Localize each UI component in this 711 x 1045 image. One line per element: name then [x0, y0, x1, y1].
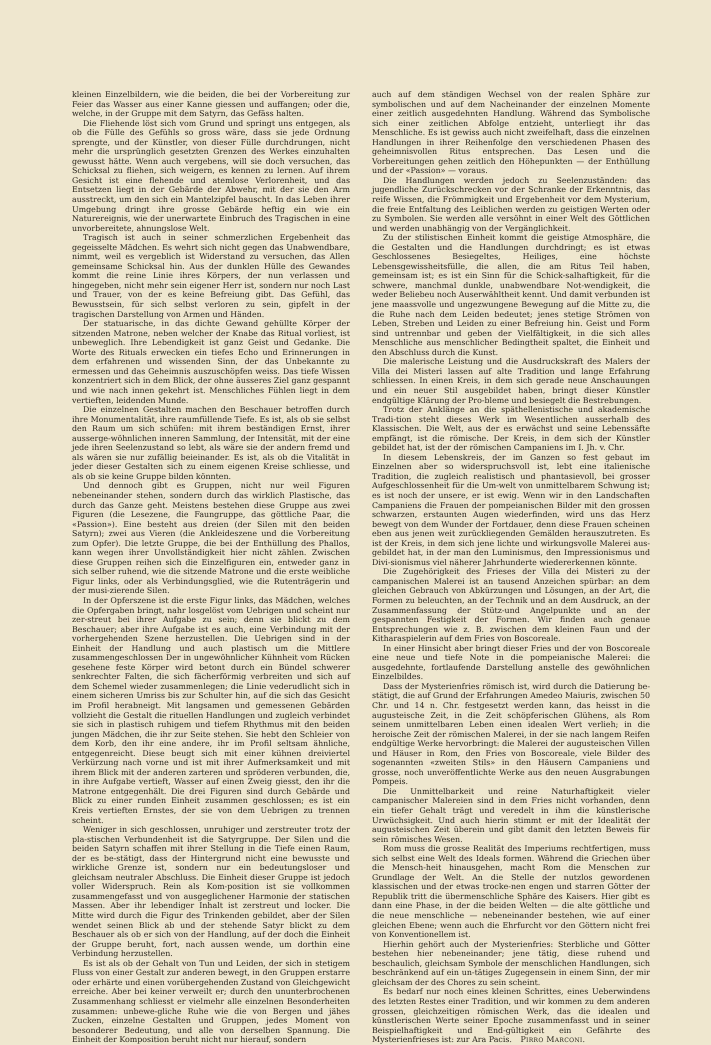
paragraph: Die Unmittelbarkeit und reine Naturhaftigkeit vieler campanischer Malereien sind in dem Fries nicht vorhanden, denn ein tiefer Gehalt trägt und veredelt in ihm die künstlerische Urwüchsigkeit. Und auch hierin stimmt er mit der Idealität der augusteischen Zeit überein und gibt damit den letzten Beweis für sein römisches Wesen.: [372, 786, 650, 844]
paragraph: In diesem Lebenskreis, der im Ganzen so fest gebaut im Einzelnen aber so widerspruchsvoll ist, lebt eine italienische Tradition, die zugleich realistisch und phantasievoll, bei grosser Aufgeschlossenheit für die Um-welt von unmittelbarem Schwung ist; es ist noch der unsere, er ist ewig. Wenn wir in den Landschaften Campaniens die Frauen der pompeianischen Bilder mit den grossen schwarzen, erstaunten Augen wiederfinden, wird uns das Herz bewegt von dem Wunder der Fortdauer, denn diese Frauen scheinen eben aus jenen weit zurückliegenden Gemälden herauszutreten. Es ist der Kreis, in dem sich jene lichte und wirkungsvolle Malerei aus-gebildet hat, in der man den Luminismus, den Impressionismus und Divi-sionismus viel näherer Jahrhunderte wiedererkennen könnte.: [372, 452, 650, 567]
paragraph: Es ist als ob der Gehalt von Tun und Leiden, der sich in stetigem Fluss von einer Gestalt zur anderen bewegt, in den Gruppen erstarre oder erhärte und einen vorübergehenden Zustand von Gleichgewicht erreiche. Aber bei keiner verweilt er; durch den ununterbrochenen Zusammenhang schliesst er vielmehr alle einzelnen Besonderheiten zusammen: unbewe-gliche Ruhe wie die von Bergen und jähes Zucken, einzelne Gestalten und Gruppen, jedes Moment von besonderer Bedeutung, und alle von derselben Spannung. Die Einheit der Komposition beruht nicht nur hierauf, sondern: [72, 958, 350, 1045]
paragraph: auch auf dem ständigen Wechsel von der realen Sphäre zur symbolischen und auf dem Nacheinander der einzelnen Momente einer zeitlich ausgedehnten Handlung. Während das Symbolische sich einer zeitlichen Abfolge entzieht, unterliegt ihr das Menschliche. Es ist gewiss auch nicht zweifelhaft, dass die einzelnen Handlungen in ihrer Reihenfolge den verschiedenen Phasen des geheimnisvollen Ritus entsprechen. Das Lesen und die Vorbereitungen gehen zeitlich den Höhepunkten — der Enthüllung und der «Passion» — voraus.: [372, 90, 650, 176]
paragraph-text: Es bedarf nur noch eines kleinen Schrittes, eines Ueberwindens des letzten Restes einer Tradition, und wir kommen zu dem anderen grossen, gleichzeitigen römischen Werk, das die idealen und künstlerischen Werte seiner Epoche zusammenfasst und in seiner Beispielhaftigkeit und End-gültigkeit ein Gefährte des Mysterienfrieses ist: zur Ara Pacis.: [372, 987, 650, 1045]
paragraph: Die malerische Leistung und die Ausdruckskraft des Malers der Villa dei Misteri lassen auf alte Tradition und lange Erfahrung schliessen. In einen Kreis, in dem sich gerade neue Anschauungen und ein neuer Stil ausgebildet haben, bringt dieser Künstler endgültige Klärung der Pro-bleme und besiegelt die Bestrebungen.: [372, 357, 650, 405]
paragraph: Und dennoch gibt es Gruppen, nicht nur weil Figuren nebeneinander stehen, sondern durch das wirklich Plastische, das durch das Ganze geht. Meistens bestehen diese Gruppe aus zwei Figuren (die Lesezene, die Faungruppe, das göttliche Paar, die «Passion»). Eine besteht aus dreien (der Silen mit den beiden Satyrn); zwei aus Vieren (die Ankleideszene und die Vorbereitung zum Opfer). Die letzte Gruppe, die bei der Enthüllung des Phallos, kann wegen ihrer Unvollständigkeit hier nicht zählen. Zwischen diese Gruppen reihen sich die Einzelfiguren ein, entweder ganz in sich selber ruhend, wie die sitzende Matrone und die erste weibliche Figur links, oder als Verbindungsglied, wie die Rutenträgerin und der musi-zierende Silen.: [72, 481, 350, 596]
paragraph: In der Opferszene ist die erste Figur links, das Mädchen, welches die Opfergaben bringt, nahr losgelöst vom Uebrigen und scheint nur zer-streut bei ihrer Aufgabe zu sein; denn sie blickt zu dem Beschauer; aber ihre Aufgabe ist es auch, eine Verbindung mit der vorhergehenden Szene herzustellen. Die Uebrigen sind in der Einheit der Handlung und auch plastisch um die Mittlere zusammengeschlossen Der in ungewöhnlicher Kühnheit vom Rücken gesehene feste Körper wird betont durch ein Bündel schwerer senkrechter Falten, die sich fächerförmig verbreiten und sich auf dem Schemel wieder zusammenlegen; die Linie vederudlicht sich in einem sicheren Umriss bis zur Schulter hin, auf die sich das Gesicht im Profil herabneigt. Mit langsamen und gemessenen Gebärden vollzieht die Gestalt die rituellen Handlungen und zugleich verbindet sie sich in plastisch ruhigem und tiefem Rhythmus mit den beiden jungen Mädchen, die ihr zur Seite stehen. Sie hebt den Schleier von dem Korb, den ihr eine andere, ihr im Profil seltsam ähnliche, entgegenreicht. Diese beugt sich mit einer kühnen dreiviertel Verkürzung nach vorne und ist mit ihrer Aufmerksamkeit und mit ihrem Blick mit der anderen zarteren und spröderen verbunden, die, in ihre Aufgabe vertieft, Wasser auf einen Zweig giesst, den ihr die Matrone entgegenhält. Die drei Figuren sind durch Gebärde und Blick zu einer runden Einheit zusammen geschlossen; es ist ein Kreis vertieften Ernstes, der sie von dem Uebrigen zu trennen scheint.: [72, 595, 350, 825]
paragraph: Zu der stilistischen Einheit kommt die geistige Atmosphäre, die die Gestalten und die Handlungen durchdringt; es ist etwas Geschlossenes Besiegeltes, Heiliges, eine höchste Lebensgewissheitsfülle, die allen, die am Ritus Teil haben, gemeinsam ist; es ist ein Sinn für die Schick-salhaftigkeit, für die schwere, manchmal dunkle, unabwendbare Not-wendigkeit, die weder Beliebeu noch Auserwähltheit kennt. Und damit verbunden ist jene maassvolle und ungezwungene Bewegung auf die Mitte zu, die die Ruhe nach dem Leiden bedeutet; jenes stetige Strömen von Leben, Streben und Leiden zu einer Befreiung hin. Geist und Form sind untrennbar und geben der Vielfältigkeit, in die sich alles Menschliche aus menschlicher Bedingtheit spaltet, die Einheit und den Abschluss durch die Kunst.: [372, 233, 650, 357]
author-signature: Pirro Marconi.: [520, 1035, 586, 1045]
paragraph: Die Zugehörigkeit des Frieses der Villa dei Misteri zu der campanischen Malerei ist an tausend Anzeichen spürbar: an dem gleichen Gebrauch von Abkürzungen und Lösungen, an der Art, die Formen zu beleuchten, an der Technik und an dem Ausdruck, an der Zusammenfassung der Stütz-und Angelpunkte und an der gespannten Festigkeit der Formen. Wir finden auch genaue Entsprechungen wie z. B. zwischen dem kleinen Faun und der Kitharaspielerin auf dem Fries von Boscoreale.: [372, 567, 650, 644]
paragraph: kleinen Einzelbildern, wie die beiden, die bei der Vorbereitung zur Feier das Wasser aus einer Kanne giessen und auffangen; oder die, welche, in der Gruppe mit dem Satyrn, das Gefäss halten.: [72, 90, 350, 119]
paragraph: Dass der Mysterienfries römisch ist, wird durch die Datierung be-stätigt, die auf Grund der Erfahrungen Amedeo Maiuris, zwischen 50 Chr. und 14 n. Chr. festgesetzt werden kann, das heisst in die augusteische Zeit, in die Zeit schöpferischen Glühens, als Rom seinem unmittelbaren Leben einen idealen Wert verlieh; in die heroische Zeit der römischen Malerei, in der sie nach langem Reifen endgültige Werke hervorbringt: die Malerei der augusteischen Villen und Häuser in Rom, den Fries von Boscoreale, viele Bilder des sogenannten «zweiten Stils» in den Häusern Campaniens und grosse, noch unveröffentlichte Werke aus den neuen Ausgrabungen Pompeis.: [372, 681, 650, 787]
paragraph: Rom muss die grosse Realität des Imperiums rechtfertigen, muss sich selbst eine Welt des Ideals formen. Während die Griechen über die Mensch-heit hinausgehen, macht Rom die Menschen zur Grundlage der Welt. An die Stelle der nutzlos gewordenen klassischen und der etwas trocke-nen engen und starren Götter der Republik tritt die übermenschliche Sphäre des Kaisers. Hier gibt es dann eine Phase, in der die beiden Welten — die alte göttliche und die neue menschliche — nebeneinander bestehen, wie auf einer gleichen Ebene; wenn auch die Ehrfurcht vor den Göttern nicht frei von Konventionellem ist.: [372, 844, 650, 940]
paragraph: Die einzelnen Gestalten machen den Beschauer betroffen durch ihre Monumentalität, ihre raumfüllende Tiefe. Es ist, als ob sie selbst den Raum um sich schüfen: mit ihrem beständigen Ernst, ihrer ausserge-wöhnlichen inneren Sammlung, der Intensität, mit der eine jede ihren Seelenzustand so lebt, als wäre sie der andern fremd und als wären sie nur zufällig beieinander. Es ist, als ob die Vitalität in jeder dieser Gestalten sich zu einem eigenen Kreise schliesse, und als ob sie keine Gruppe bilden könnten.: [72, 405, 350, 481]
last-paragraph: [372, 987, 650, 1044]
paragraph: Der statuarische, in das dichte Gewand gehüllte Körper der sitzenden Matrone, neben welcher der Knabe das Ritual vorliest, ist unbeweglich. Ihre Lebendigkeit ist ganz Geist und Gedanke. Die Worte des Rituals erwecken ein tiefes Echo und Erinnerungen in dem erfahrenen und wissenden Sinn, der das Unbekannte zu ermessen und das Geheimnis auszuschöpfen weiss. Das tiefe Wissen konzentriert sich in dem Blick, der ohne äusseres Ziel ganz gespannt und wie nach innen gekehrt ist. Menschliches Fühlen liegt in dem vertieften, leidenden Munde.: [72, 319, 350, 405]
left-column: [72, 90, 350, 1045]
paragraph: Die Handlungen werden jedoch zu Seelenzuständen: das jugendliche Zurückschrecken vor der Schranke der Erkenntnis, das reife Wissen, die Frömmigkeit und Ergebenheit vor dem Mysterium, die freie Entfaltung des Leiblichen werden zu geistigen Werten oder zu Symbolen. Sie werden alle versöhnt in einer Welt des Göttlichen und werden unabhängig von der Vergänglichkeit.: [372, 175, 650, 233]
paragraph: Hierhin gehört auch der Mysterienfries: Sterbliche und Götter bestehen hier nebeneinander; jene tätig, diese ruhend und beschaulich, gleichsam Symbole der menschlichen Handlungen, sich beschränkend auf ein un-tätiges Zugegensein in einem Sinn, der mir gleichsam der des Chores zu sein scheint.: [372, 939, 650, 987]
paragraph: Die Fliehende löst sich vom Grund und springt uns entgegen, als ob die Fülle des Gefühls so gross wäre, dass sie jede Ordnung sprengte, und der Künstler, von dieser Fülle durchdrungen, nicht mehr die ursprünglich gesetzten Grenzen des Werkes einzuhalten gewusst hätte. Wenn auch vergebens, will sie doch versuchen, das Schicksal zu fliehen, sich weigern, es kennen zu lernen. Auf ihrem Gesicht ist eine flehende und atemlose Verlorenheit, und das Entsetzen liegt in der Gebärde der Abwehr, mit der sie den Arm ausstreckt, um den sich ein Mantelzipfel bauscht. In das Leben ihrer Umgebung dringt ihre grosse Gebärde heftig ein wie ein Naturereignis, wie der unerwartete Einbruch des Tragischen in eine unvorbereitete, ahnungslose Welt.: [72, 118, 350, 233]
right-column: [372, 90, 650, 1045]
paragraph: In einer Hinsicht aber bringt dieser Fries und der von Boscoreale eine neue und tiefe Note in die pompeianische Malerei: die ausgedehnte, fortlaufende Darstellung anstelle des gewöhnlichen Einzelbildes.: [372, 643, 650, 682]
paragraph: Weniger in sich geschlossen, unruhiger und zerstreuter trotz der pla-stischen Verbundenheit ist die Satyrgruppe. Der Silen und die beiden Satyrn schaffen mit ihrer Stellung in die Tiefe einen Raum, der es be-stätigt, dass der Hintergrund nicht eine bewusste und wirkliche Grenze ist, sondern nur ein bedeutungsloser und gleichsam neutraler Abschluss. Die Einheit dieser Gruppe ist jedoch voller Widerspruch. Rein als Kom-position ist sie vollkommen zusammengefasst und von ausgeglichener Harmonie der statischen Massen. Aber ihr lebendiger Inhalt ist zerstreut und locker. Die Mitte wird durch die Figur des Trinkenden gebildet, aber der Silen wendet seinen Blick ab und der stehende Satyr blickt zu dem Beschauer als ob er sich von der Handlung, auf der doch die Einheit der Gruppe beruht, fort, nach aussen wende, um dorthin eine Verbindung herzustellen.: [72, 825, 350, 959]
paragraph: Trotz der Anklänge an die späthellenistische und akademische Tradi-tion steht dieses Werk im Wesentlichen ausserhalb des Klassischen. Die Welt, aus der es erwächst und seine Lebenssäfte empfängt, ist die römische. Der Kreis, in dem sich der Künstler gebildet hat, ist der der römischen Campaniens im I. Jh. v. Chr.: [372, 405, 650, 453]
paragraph: Tragisch ist auch in seiner schmerzlichen Ergebenheit das gegeisselte Mädchen. Es wehrt sich nicht gegen das Unabwendbare, nimmt, weil es vergeblich ist Widerstand zu versuchen, das Allen gemeinsame Schicksal hin. Aus der dunklen Hülle des Gewandes kommt die reine Linie ihres Körpers, der nun verlassen und hingegeben, nicht mehr sein eigener Herr ist, sondern nur noch Last und Trauer, von der es keine Befreiung gibt. Das Gefühl, das Bewusstsein, für sich selbst verloren zu sein, gipfelt in der tragischen Darstellung von Armen und Händen.: [72, 233, 350, 319]
